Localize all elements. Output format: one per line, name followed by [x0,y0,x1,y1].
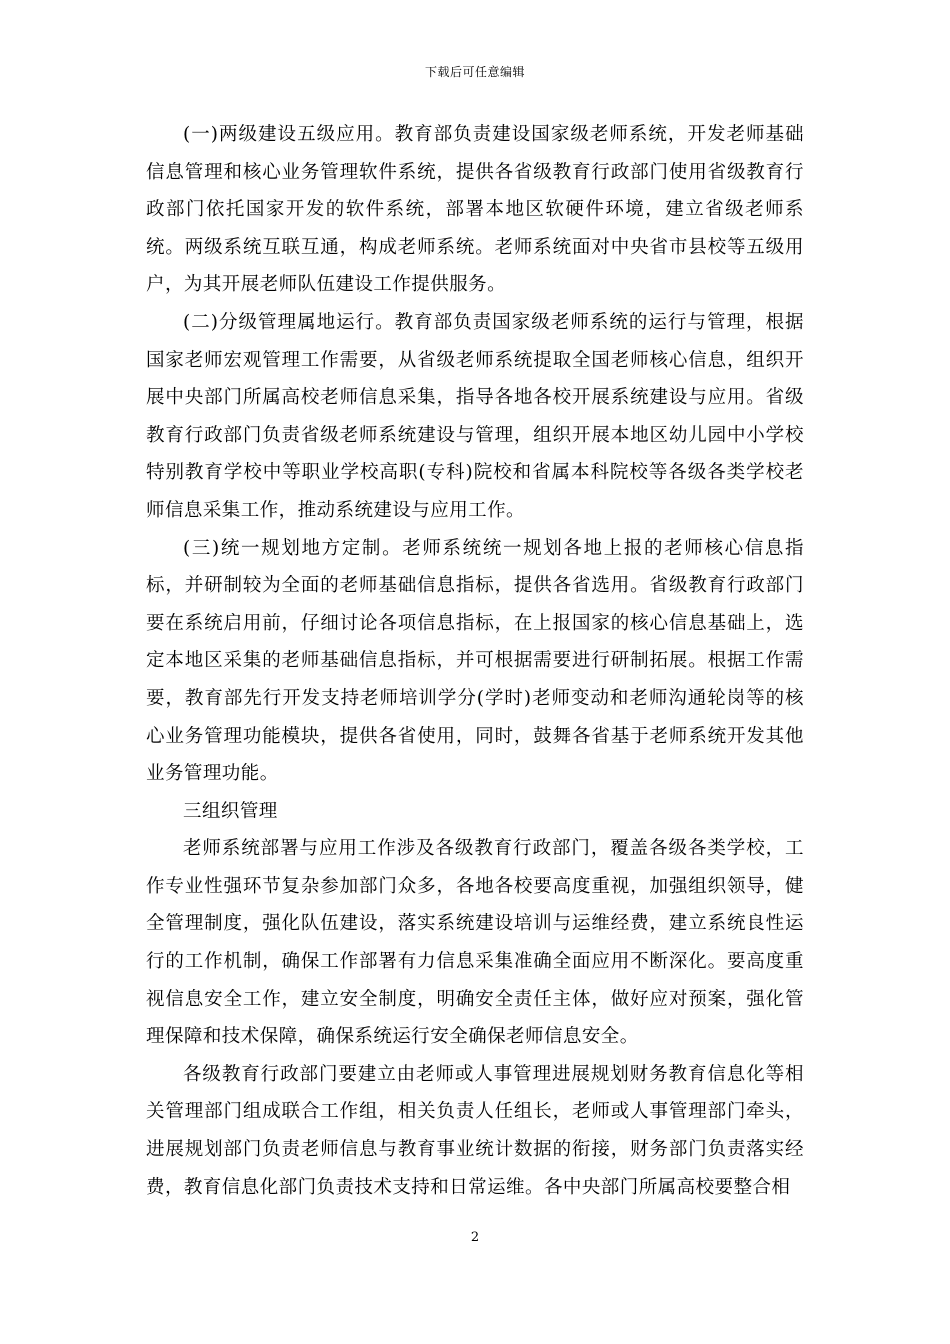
page-number: 2 [470,1230,480,1245]
paragraph-hierarchical-management: (二)分级管理属地运行。教育部负责国家级老师系统的运行与管理，根据国家老师宏观管理工作需要，从省级老师系统提取全国老师核心信息，组织开展中央部门所属高校老师信息采集，指导各地各校开展系统建设与应用。省级教育行政部门负责省级老师系统建设与管理，组织开展本地区幼儿园中小学校特别教育学校中等职业学校高职(专科)院校和省属本科院校等各级各类学校老师信息采集工作，推动系统建设与应用工作。 [146,311,804,521]
paragraph-joint-working-group: 各级教育行政部门要建立由老师或人事管理进展规划财务教育信息化等相关管理部门组成联合工作组，相关负责人任组长，老师或人事管理部门牵头，进展规划部门负责老师信息与教育事业统计数据的衔接，财务部门负责落实经费，教育信息化部门负责技术支持和日常运维。各中央部门所属高校要整合相 [146,1063,804,1198]
paragraph-unified-planning: (三)统一规划地方定制。老师系统统一规划各地上报的老师核心信息指标，并研制较为全面的老师基础信息指标，提供各省选用。省级教育行政部门要在系统启用前，仔细讨论各项信息指标，在上报国家的核心信息基础上，选定本地区采集的老师基础信息指标，并可根据需要进行研制拓展。根据工作需要，教育部先行开发支持老师培训学分(学时)老师变动和老师沟通轮岗等的核心业务管理功能模块，提供各省使用，同时，鼓舞各省基于老师系统开发其他业务管理功能。 [146,537,804,785]
paragraph-organization-leadership: 老师系统部署与应用工作涉及各级教育行政部门，覆盖各级各类学校，工作专业性强环节复杂参加部门众多，各地各校要高度重视，加强组织领导，健全管理制度，强化队伍建设，落实系统建设培训与运维经费，建立系统良性运行的工作机制，确保工作部署有力信息采集准确全面应用不断深化。要高度重视信息安全工作，建立安全制度，明确安全责任主体，做好应对预案，强化管理保障和技术保障，确保系统运行安全确保老师信息安全。 [146,838,804,1048]
page-header: 下载后可任意编辑 [424,65,525,79]
document-body [146,116,804,1206]
paragraph-two-level-construction: (一)两级建设五级应用。教育部负责建设国家级老师系统，开发老师基础信息管理和核心业务管理软件系统，提供各省级教育行政部门使用省级教育行政部门依托国家开发的软件系统，部署本地区软硬件环境，建立省级老师系统。两级系统互联互通，构成老师系统。老师系统面对中央省市县校等五级用户，为其开展老师队伍建设工作提供服务。 [146,124,804,296]
section-heading-organization-management: 三组织管理 [183,800,278,822]
